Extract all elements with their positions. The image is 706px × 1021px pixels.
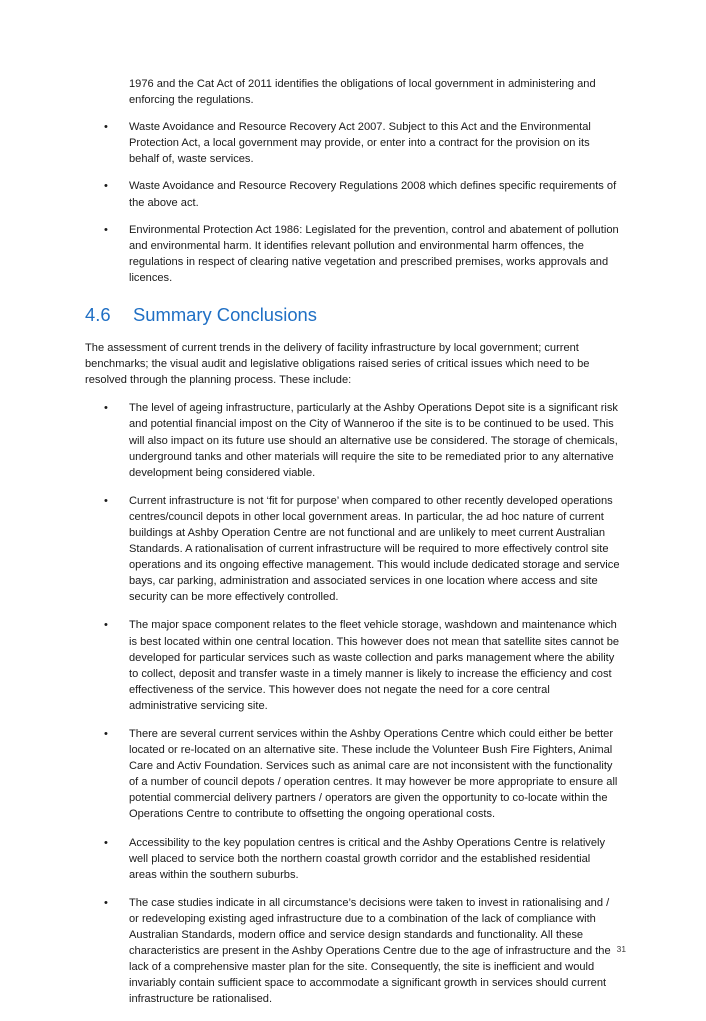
- list-item-text: The major space component relates to the fleet vehicle storage, washdown and maintenance which is best located within one central location. This however does not mean that satellite sites cannot be developed for particular services such as waste collection and parks management where the ability to collect, deposit and transfer waste in a timely manner is likely to increase the efficiency and cost effectiveness of the service. This however does not negate the need for a core central administrative servicing site.: [129, 619, 620, 712]
- list-item: [85, 617, 620, 714]
- list-item-text: There are several current services within the Ashby Operations Centre which could either be better located or re-located on an alternative site. These include the Volunteer Bush Fire Fighters, Animal Care and Activ Foundation. Services such as animal care are not inconsistent with the functionality of a number of council depots / operation centres. It may however be more appropriate to ensure all potential commercial delivery partners / operators are given the opportunity to co-locate within the Operations Centre to contribute to offsetting the ongoing operational costs.: [129, 728, 618, 821]
- page-content: [85, 76, 620, 1008]
- bullet-icon: •: [104, 223, 108, 236]
- bullet-icon: •: [104, 619, 108, 632]
- bullet-icon: •: [104, 728, 108, 740]
- list-item: [85, 726, 620, 823]
- list-item: [85, 835, 620, 883]
- bullet-icon: •: [104, 402, 108, 415]
- list-item: [85, 400, 620, 480]
- section-heading-number: 4.6: [85, 304, 111, 326]
- page-number: 31: [616, 944, 626, 954]
- list-item-text: Environmental Protection Act 1986: Legislated for the prevention, control and abatement of pollution and environmental harm. It identifies relevant pollution and environmental harm offences, the regulations in respect of clearing native vegetation and prescribed premises, works approvals and licences.: [129, 223, 619, 284]
- section-heading-text: Summary Conclusions: [133, 304, 317, 326]
- bullet-icon: •: [104, 180, 108, 193]
- bullet-icon: •: [104, 836, 108, 849]
- list-item: [85, 119, 620, 167]
- summary-intro-paragraph: The assessment of current trends in the delivery of facility infrastructure by local government; current benchmarks; the visual audit and legislative obligations raised series of critical issues which need to be resolved through the planning process. These include:: [85, 342, 590, 387]
- legislation-continuation-paragraph: 1976 and the Cat Act of 2011 identifies the obligations of local government in administering and enforcing the regulations.: [129, 78, 596, 107]
- list-item-text: Waste Avoidance and Resource Recovery Regulations 2008 which defines specific requirements of the above act.: [129, 180, 617, 209]
- list-item-text: Accessibility to the key population centres is critical and the Ashby Operations Centre is relatively well placed to service both the northern coastal growth corridor and the established residential areas within the southern suburbs.: [129, 836, 606, 881]
- list-item-text: The case studies indicate in all circumstance’s decisions were taken to invest in rationalising and / or redeveloping existing aged infrastructure due to a combination of the lack of compliance with Australian Standards, modern office and service design standards and functionality. All these characteristics are present in the Ashby Operations Centre due to the age of infrastructure and the lack of a comprehensive master plan for the site. Consequently, the site is inefficient and would invariably contain sufficient space to accommodate a significant growth in services should current infrastructure be rationalised.: [129, 896, 611, 1006]
- bullet-icon: •: [104, 121, 108, 134]
- bullet-icon: •: [104, 896, 108, 909]
- legislation-bullet-list: [85, 119, 620, 286]
- section-heading: [85, 303, 620, 326]
- list-item: [85, 178, 620, 210]
- list-item-text: The level of ageing infrastructure, particularly at the Ashby Operations Depot site is a significant risk and potential financial impost on the City of Wanneroo if the site is to be continued to be used. This will also impact on its future use should an alternative use be considered. The storage of chemicals, underground tanks and other materials will require the site to be remediated prior to any alternative development being considered viable.: [129, 402, 618, 479]
- list-item: [85, 493, 620, 606]
- list-item-text: Current infrastructure is not ‘fit for purpose’ when compared to other recently developed operations centres/council depots in other local government areas. In particular, the ad hoc nature of current buildings at Ashby Operation Centre are not functional and are unlikely to meet current Australian Standards. A rationalisation of current infrastructure will be required to more effectively control site operations and its ongoing effective management. This would include dedicated storage and service bays, car parking, administration and associated services in one location where access and site security can be more effectively controlled.: [129, 494, 620, 604]
- summary-conclusions-bullet-list: [85, 400, 620, 1007]
- list-item: [85, 222, 620, 286]
- list-item-text: Waste Avoidance and Resource Recovery Act 2007. Subject to this Act and the Environmental Protection Act, a local government may provide, or enter into a contract for the provision on its behalf of, waste services.: [129, 121, 591, 166]
- bullet-icon: •: [104, 494, 108, 507]
